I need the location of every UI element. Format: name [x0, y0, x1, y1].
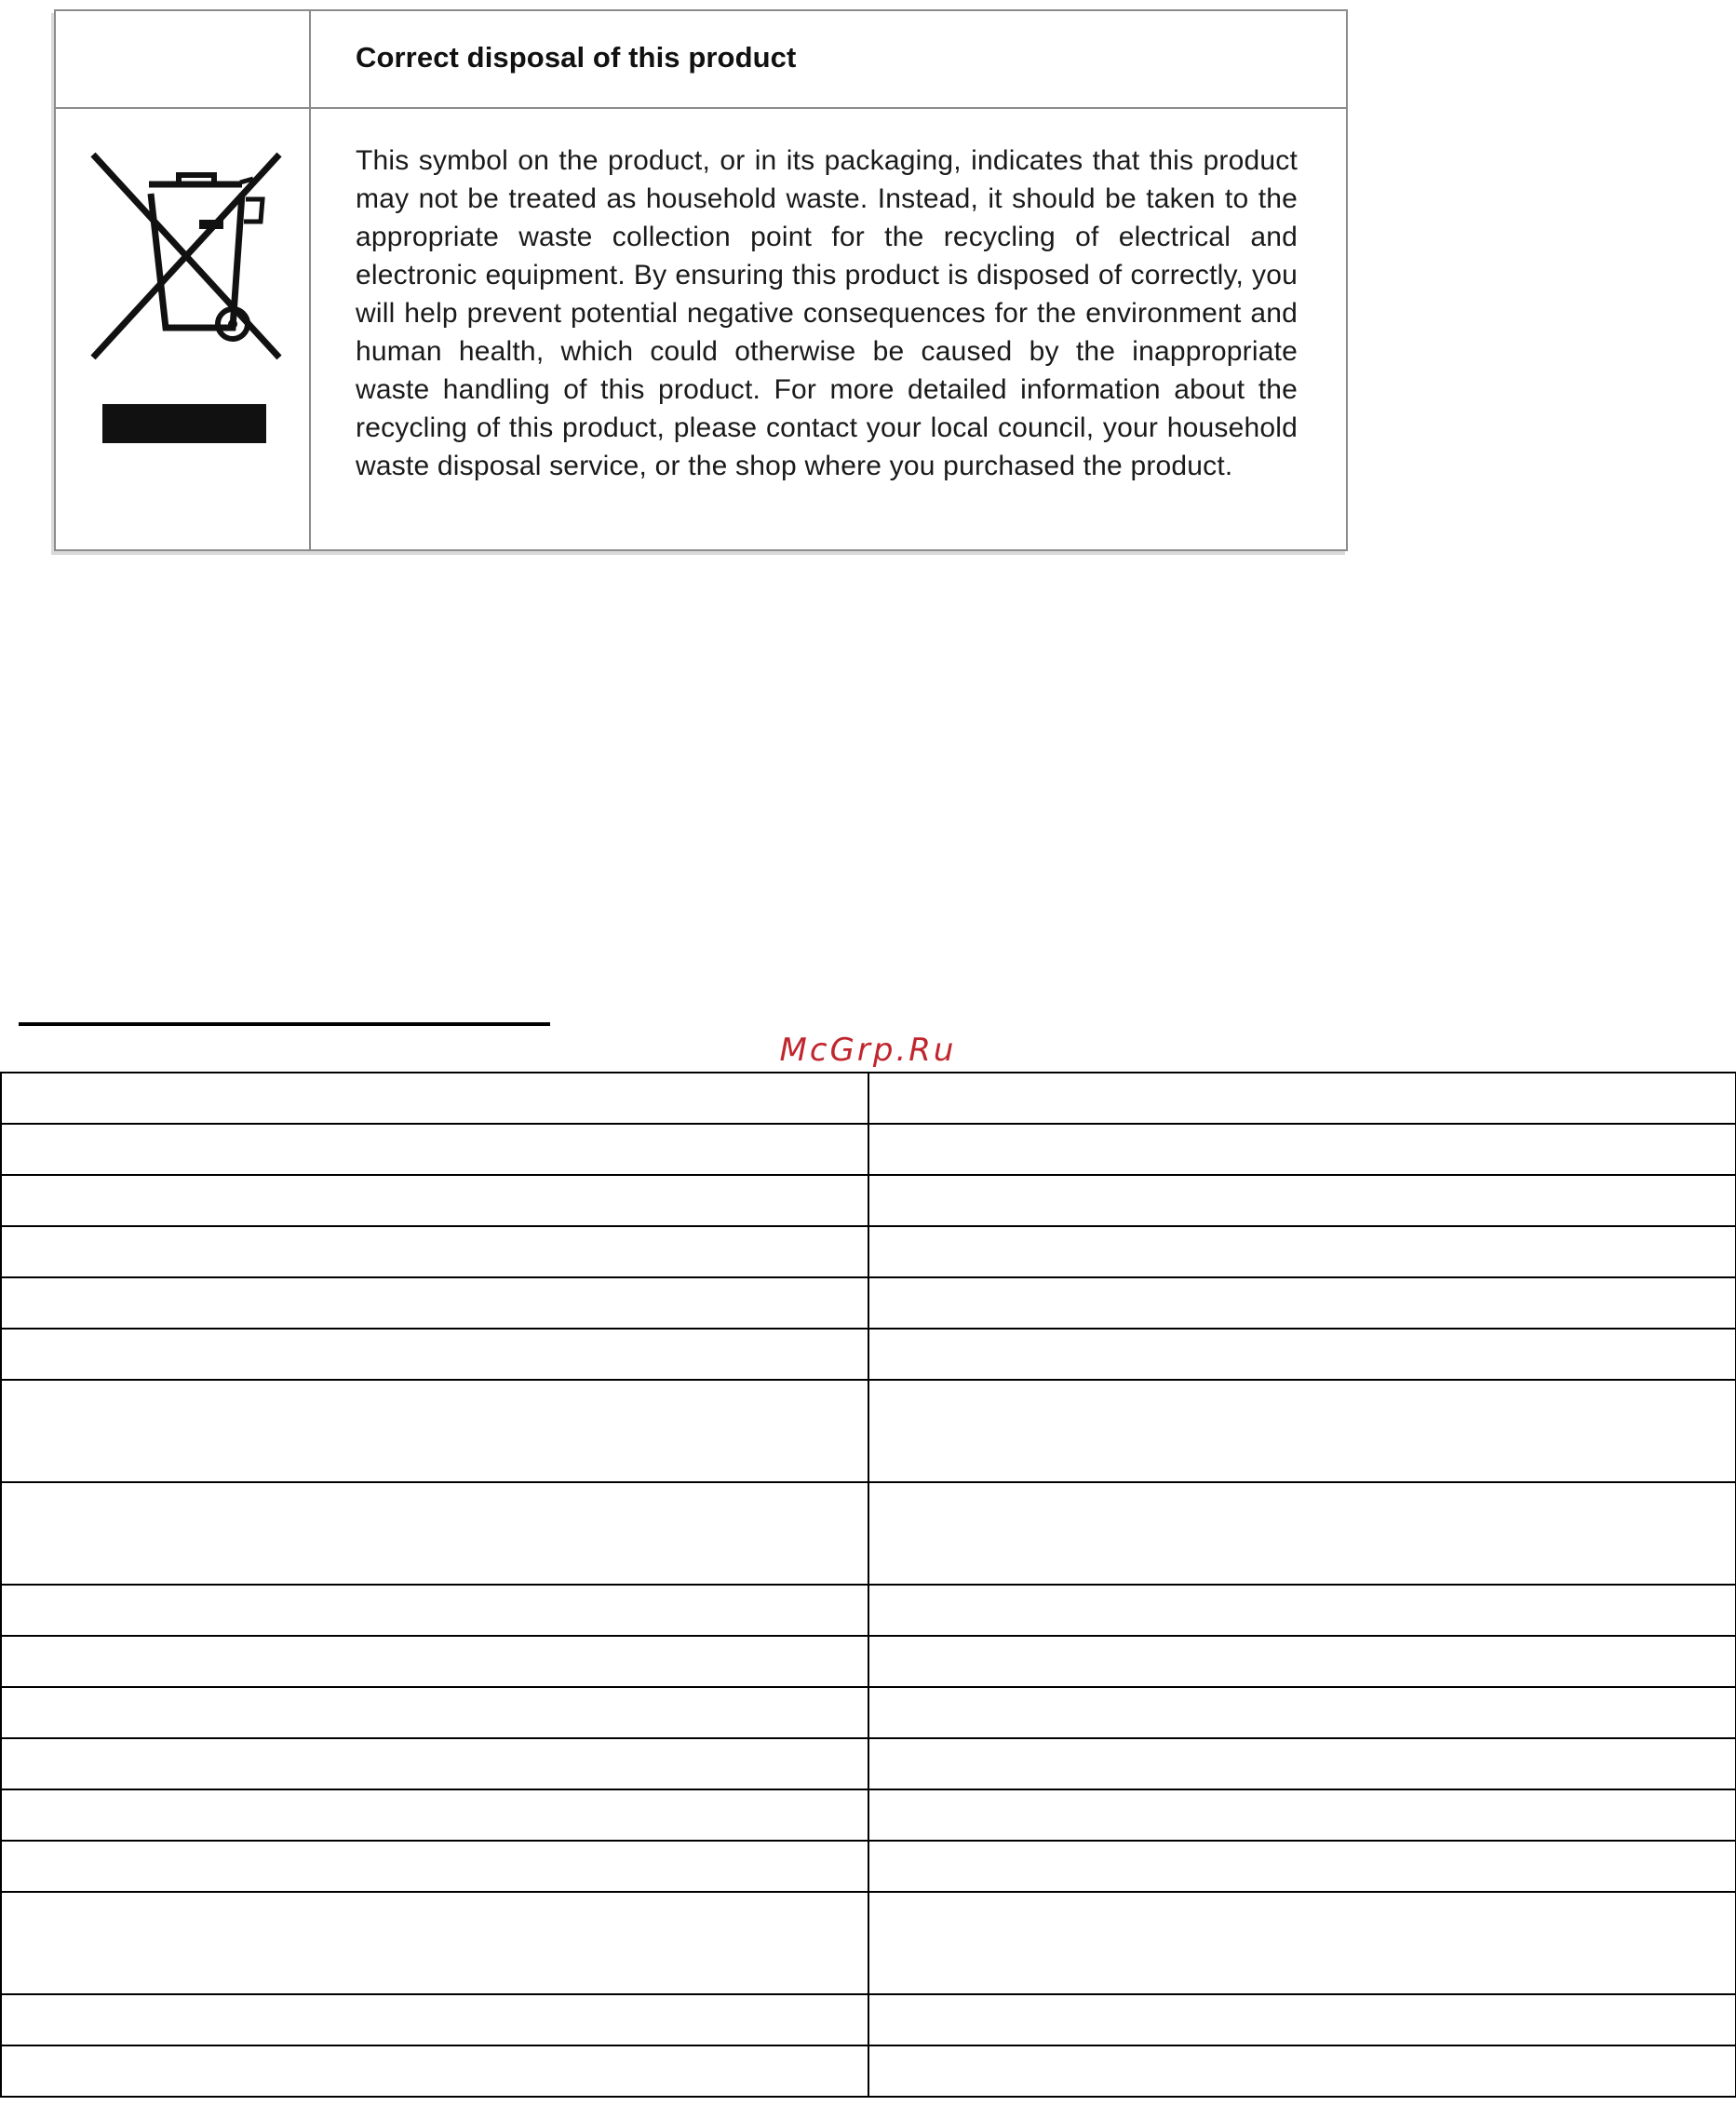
table-cell	[868, 1738, 1736, 1789]
table-cell	[868, 1175, 1736, 1226]
table-cell	[868, 1482, 1736, 1585]
table-cell	[1, 1994, 868, 2045]
table-cell	[868, 1636, 1736, 1687]
disposal-notice-box	[54, 9, 1348, 551]
table-cell	[868, 1789, 1736, 1841]
table-cell	[1, 1585, 868, 1636]
table-row	[1, 1789, 1736, 1841]
table-cell	[868, 1994, 1736, 2045]
table-row	[1, 1380, 1736, 1482]
watermark: McGrp.Ru	[779, 1032, 957, 1069]
table-cell	[1, 1636, 868, 1687]
table-cell	[1, 1124, 868, 1175]
notice-body-text: This symbol on the product, or in its packaging, indicates that this product may not be treated as household waste. Instead, it should be taken to the appropriate waste collection point for the recycling of electrical and electronic equipment. By ensuring this product is disposed of correctly, you will help prevent potential negative consequences for the environment and human health, which could otherwise be caused by the inappropriate waste handling of this product. For more detailed information about the recycling of this product, please contact your local council, your household waste disposal service, or the shop where you purchased the product.	[356, 145, 1298, 481]
table-cell	[1, 1841, 868, 1892]
table-cell	[1, 1380, 868, 1482]
table-cell	[1, 1738, 868, 1789]
table-row	[1, 1636, 1736, 1687]
table-row	[1, 1482, 1736, 1585]
table-row	[1, 1329, 1736, 1380]
table-row	[1, 2045, 1736, 2097]
table-cell	[868, 1073, 1736, 1124]
crossed-out-wheelie-bin-icon	[84, 142, 289, 449]
table-cell	[868, 1277, 1736, 1329]
section-underline	[19, 1022, 550, 1026]
table-cell	[1, 2045, 868, 2097]
table-cell	[868, 1841, 1736, 1892]
table-cell	[1, 1329, 868, 1380]
table-cell	[1, 1687, 868, 1738]
table-row	[1, 1277, 1736, 1329]
table-cell	[868, 1329, 1736, 1380]
table-row	[1, 1073, 1736, 1124]
table-cell	[1, 1789, 868, 1841]
table-cell	[1, 1482, 868, 1585]
table-cell	[868, 1124, 1736, 1175]
table-cell	[1, 1175, 868, 1226]
table-row	[1, 1892, 1736, 1994]
table-row	[1, 1124, 1736, 1175]
table-cell	[868, 1687, 1736, 1738]
table-cell	[1, 1073, 868, 1124]
specification-table	[0, 1072, 1736, 2098]
table-cell	[868, 1892, 1736, 1994]
table-cell	[1, 1277, 868, 1329]
notice-row-divider	[56, 107, 1346, 109]
table-cell	[868, 1226, 1736, 1277]
notice-heading: Correct disposal of this product	[356, 41, 797, 74]
table-row	[1, 1226, 1736, 1277]
table-row	[1, 1994, 1736, 2045]
table-row	[1, 1841, 1736, 1892]
table-cell	[868, 1585, 1736, 1636]
table-row	[1, 1687, 1736, 1738]
table-cell	[868, 2045, 1736, 2097]
table-cell	[1, 1892, 868, 1994]
table-cell	[868, 1380, 1736, 1482]
table-row	[1, 1175, 1736, 1226]
table-cell	[1, 1226, 868, 1277]
table-row	[1, 1738, 1736, 1789]
table-row	[1, 1585, 1736, 1636]
notice-column-divider	[309, 11, 311, 549]
